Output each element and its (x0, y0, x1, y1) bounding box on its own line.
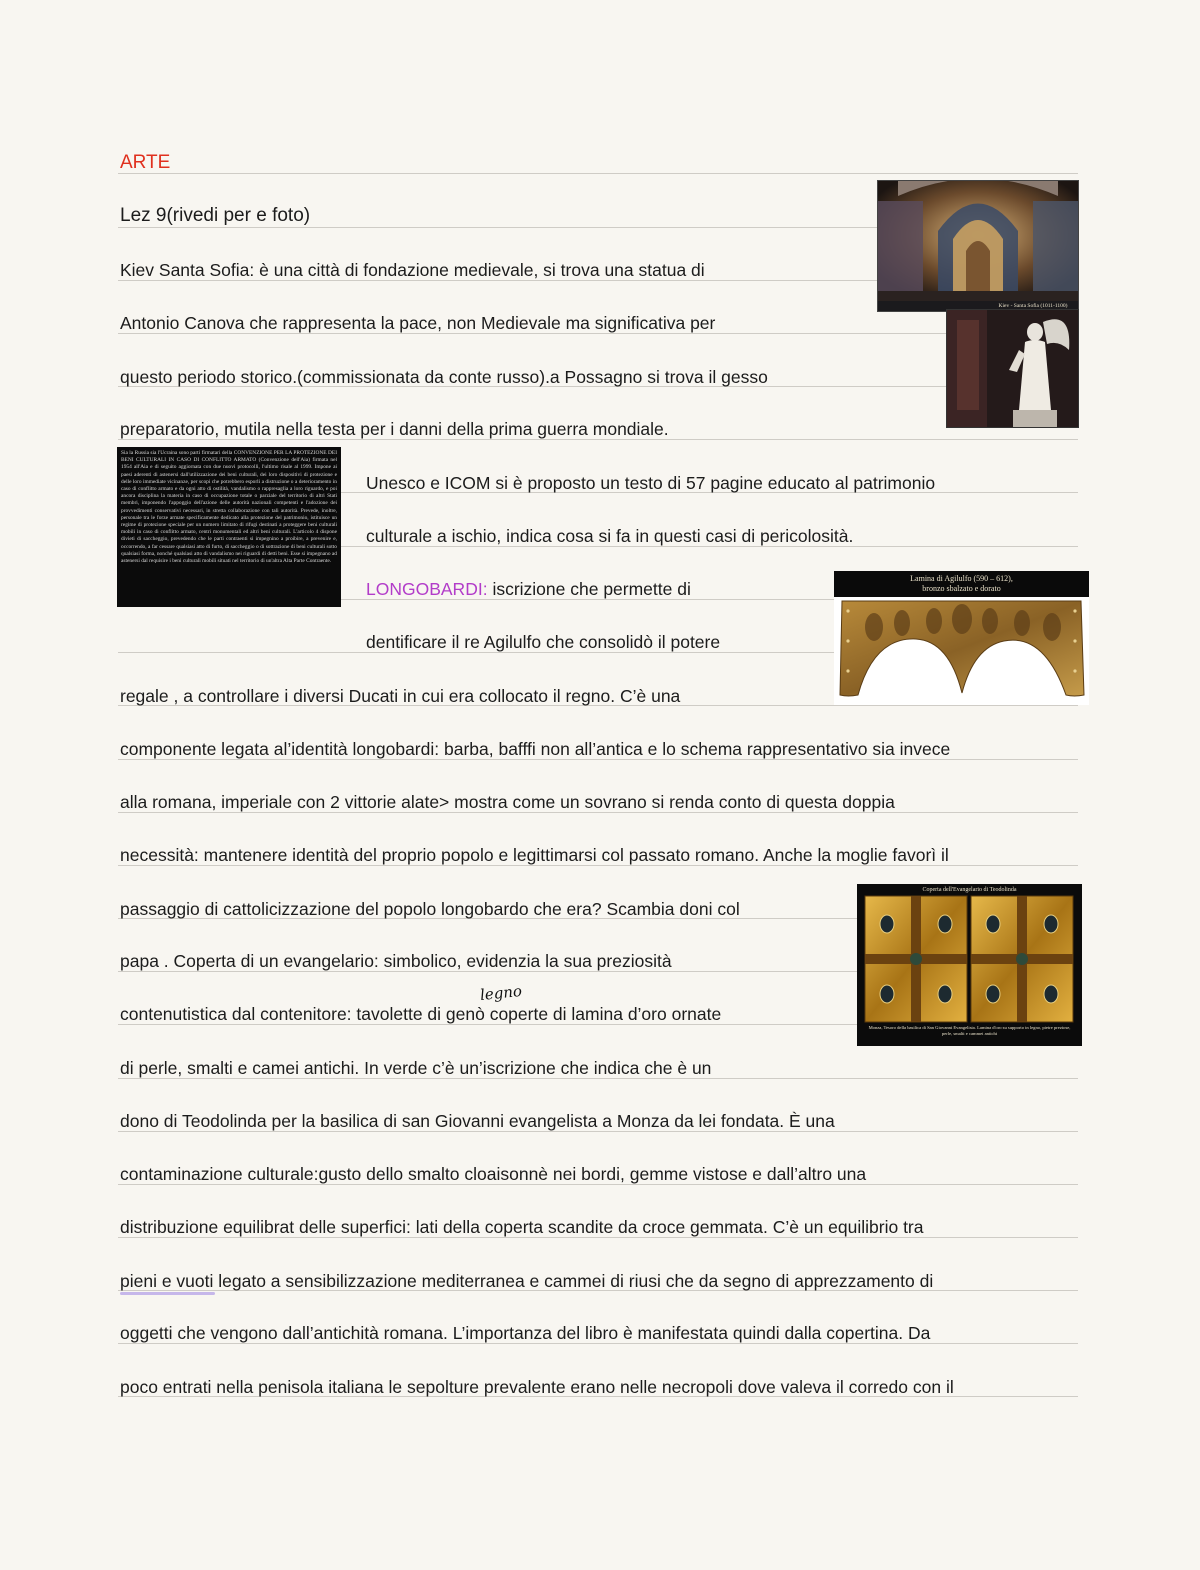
lamina-caption-line2: bronzo sbalzato e dorato (922, 584, 1001, 593)
text-line: poco entrati nella penisola italiana le sepolture prevalente erano nelle necropoli dove valeva il corredo con il (120, 1377, 954, 1397)
lamina-agilulfo-image (834, 571, 1089, 705)
document-text: Sia la Russia sia l'Ucraina sono parti firmatari della CONVENZIONE PER LA PROTEZIONE DEI BENI CULTURALI IN CASO DI CONFLITTO ARMATO (Convenzione dell'Aia) firmata nel 1954 all'Aia e di seguito aggiornata con due nuovi protocolli, l'ultimo risale al 1999. Impone ai paesi aderenti di astenersi dall'utilizzazione dei beni culturali, dei loro dispositivi di protezione e delle loro immediate vicinanze, per scopi che potrebbero esporli a distruzione o a deterioramento in caso di conflitto armato e da ogni atto di ostilità, vandalismo o rappresaglia a loro riguardo, e poi ancora disciplina la materia in caso di occupazione totale o parziale del territorio di altri Stati membri, imponendo l'appoggio dell'azione delle autorità nazionali competenti e l'adozione dei provvedimenti conservativi necessari, in stretta collaborazione con tali autorità. Prevede, inoltre, personale tra le forze armate specificamente dedicato alla protezione del patrimonio, istituisce un regime di protezione speciale per un numero limitato di rifugi destinati a proteggere beni culturali mobili in caso di conflitto armato, centri monumentali ed altri beni culturali. L'articolo 4 dispone divieti di saccheggio, prevedendo che le parti contraenti si impegnino a proibire, a prevenire e, occorrendo, a far cessare qualsiasi atto di furto, di saccheggio o di sottrazione di beni culturali sotto qualsiasi forma, nonché qualsiasi atto di vandalismo nei riguardi di detti beni. Esse si impegnano ad astenersi dal requisire i beni culturali mobili situati nel territorio di un'altra Alta Parte Contraente. (121, 450, 337, 565)
handwritten-note: legno (479, 981, 523, 1005)
text-line: oggetti che vengono dall’antichità romana. L’importanza del libro è manifestata quindi dalla copertina. Da (120, 1323, 931, 1343)
text-line: di perle, smalti e camei antichi. In verde c’è un’iscrizione che indica che è un (120, 1058, 712, 1078)
text-line: Unesco e ICOM si è proposto un testo di 57 pagine educato al patrimonio (366, 473, 936, 493)
document-text-image (117, 447, 341, 607)
canova-statue-picture (947, 310, 1078, 427)
canova-statue-image (946, 309, 1079, 428)
text-line: passaggio di cattolicizzazione del popolo longobardo che era? Scambia doni col (120, 899, 740, 919)
text-line: questo periodo storico.(commissionata da conte russo).a Possagno si trova il gesso (120, 367, 768, 387)
text-line: preparatorio, mutila nella testa per i danni della prima guerra mondiale. (120, 419, 669, 439)
text-line (366, 578, 691, 600)
text-line: regale , a controllare i diversi Ducati in cui era collocato il regno. C’è una (120, 686, 681, 706)
lamina-caption-line1: Lamina di Agilulfo (590 – 612), (910, 574, 1013, 583)
kiev-santa-sofia-image (877, 180, 1079, 312)
coperta-caption-top: Coperta dell'Evangelario di Teodolinda (922, 887, 1017, 893)
lamina-picture (834, 571, 1089, 705)
kiev-interior-picture (878, 181, 1078, 311)
text-line: alla romana, imperiale con 2 vittorie alate> mostra come un sovrano si renda conto di questa doppia (120, 792, 895, 812)
kiev-caption: Kiev - Santa Sofia (1011-1100) (998, 303, 1068, 309)
text-line: culturale a ischio, indica cosa si fa in questi casi di pericolosità. (366, 526, 854, 546)
text-fragment: iscrizione che permette di (492, 579, 691, 599)
text-line: papa . Coperta di un evangelario: simbolico, evidenzia la sua preziosità (120, 951, 672, 971)
coperta-picture (857, 884, 1082, 1046)
longobardi-label: LONGOBARDI: (366, 579, 488, 599)
text-line: necessità: mantenere identità del proprio popolo e legittimarsi col passato romano. Anche la moglie favorì il (120, 845, 949, 865)
coperta-evangelario-image (857, 884, 1082, 1046)
page-heading: ARTE (120, 152, 171, 173)
text-line: contenutistica dal contenitore: tavolette di genò coperte di lamina d’oro ornate (120, 1004, 722, 1024)
text-line: contaminazione culturale:gusto dello smalto cloaisonnè nei bordi, gemme vistose e dall’altro una (120, 1164, 867, 1184)
text-line: pieni e vuoti legato a sensibilizzazione mediterranea e cammei di riusi che da segno di apprezzamento di (120, 1271, 934, 1291)
ruled-line (118, 173, 1078, 174)
text-line: Antonio Canova che rappresenta la pace, non Medievale ma significativa per (120, 313, 716, 333)
text-line: dentificare il re Agilulfo che consolidò il potere (366, 632, 721, 652)
text-line: dono di Teodolinda per la basilica di san Giovanni evangelista a Monza da lei fondata. È una (120, 1111, 835, 1131)
lesson-subheading: Lez 9(rivedi per e foto) (120, 205, 311, 226)
text-line: componente legata al’identità longobardi: barba, bafffi non all’antica e lo schema rappresentativo sia invece (120, 739, 951, 759)
coperta-caption-bottom: Monza, Tesoro della basilica di San Giovanni Evangelista. Lamina d'oro su supporto in legno, pietre preziose, perle, smalti e cammei antichi (868, 1025, 1071, 1036)
text-line: distribuzione equilibrat delle superfici: lati della coperta scandite da croce gemmata. C’è un equilibrio tra (120, 1217, 924, 1237)
highlight-mark (120, 1292, 215, 1295)
text-line: Kiev Santa Sofia: è una città di fondazione medievale, si trova una statua di (120, 260, 705, 280)
